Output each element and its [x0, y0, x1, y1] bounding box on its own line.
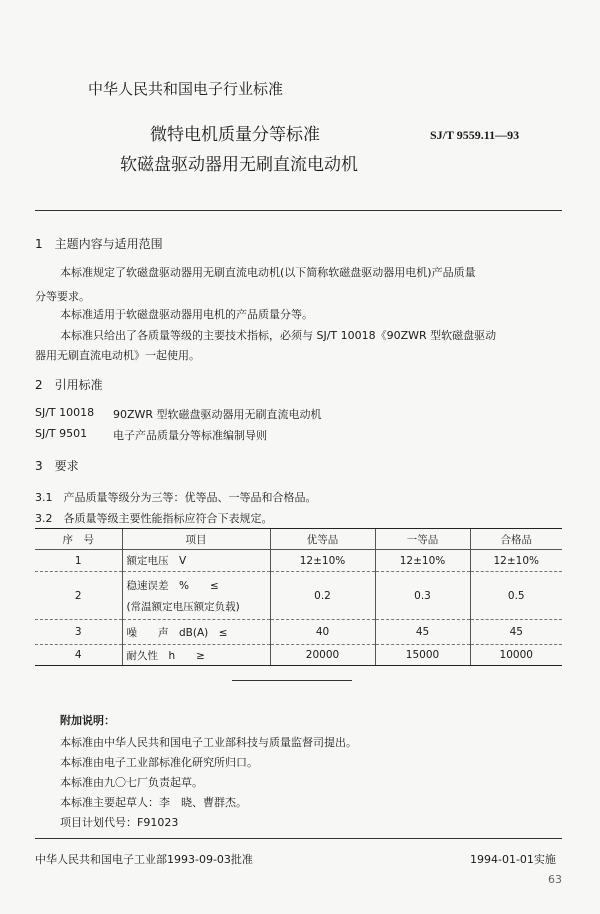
doc-title: 微特电机质量分等标准 [150, 125, 320, 145]
doc-subtitle: 软磁盘驱动器用无刷直流电动机 [120, 155, 358, 175]
col-header: 序 号 [35, 529, 122, 550]
cell: 40 [270, 620, 375, 645]
row-no: 4 [35, 645, 122, 666]
row-item-line: 稳速误差 % ≤ [126, 579, 219, 592]
doc-code: SJ/T 9559.11—93 [430, 128, 520, 142]
effective-date: 1994-01-01实施 [470, 853, 556, 866]
cell: 12±10% [270, 550, 375, 572]
paragraph: 本标准适用于软磁盘驱动器用电机的产品质量分等。 [60, 308, 313, 321]
cell: 12±10% [375, 550, 470, 572]
col-header: 优等品 [270, 529, 375, 550]
ref-title: 90ZWR 型软磁盘驱动器用无刷直流电动机 [113, 408, 322, 421]
row-item-line: (常温额定电压额定负载) [126, 600, 240, 613]
notes-title: 附加说明： [60, 714, 115, 727]
paragraph: 分等要求。 [35, 290, 90, 303]
cell: 45 [375, 620, 470, 645]
ref-title: 电子产品质量分等标准编制导则 [113, 429, 267, 442]
header-rule [35, 210, 562, 211]
row-no: 1 [35, 550, 122, 572]
note-line: 本标准主要起草人：李 晓、曹群杰。 [60, 796, 247, 809]
note-line: 项目计划代号：F91023 [60, 816, 179, 829]
cell: 10000 [470, 645, 562, 666]
row-item: 噪 声 dB(A) ≤ [122, 620, 270, 645]
cell: 15000 [375, 645, 470, 666]
paragraph: 器用无刷直流电动机》一起使用。 [35, 349, 200, 362]
cell: 0.2 [270, 572, 375, 620]
end-rule [232, 680, 352, 681]
table-row [35, 550, 562, 572]
col-header: 项目 [122, 529, 270, 550]
row-item [122, 572, 270, 620]
page-number: 63 [548, 873, 562, 886]
section-heading: 3 要求 [35, 459, 79, 473]
table-row [35, 645, 562, 666]
section-heading: 1 主题内容与适用范围 [35, 237, 163, 251]
col-header: 合格品 [470, 529, 562, 550]
paragraph: 本标准只给出了各质量等级的主要技术指标，必须与 SJ/T 10018《90ZWR 型软磁盘驱动 [60, 329, 497, 342]
cell: 0.3 [375, 572, 470, 620]
paragraph: 本标准规定了软磁盘驱动器用无刷直流电动机(以下简称软磁盘驱动器用电机)产品质量 [60, 266, 476, 279]
cell: 20000 [270, 645, 375, 666]
cell: 45 [470, 620, 562, 645]
approval-date: 中华人民共和国电子工业部1993-09-03批准 [35, 853, 253, 866]
section-heading: 2 引用标准 [35, 378, 103, 392]
row-item: 额定电压 V [122, 550, 270, 572]
note-line: 本标准由电子工业部标准化研究所归口。 [60, 756, 258, 769]
note-line: 本标准由九〇七厂负责起草。 [60, 776, 203, 789]
row-no: 2 [35, 572, 122, 620]
row-no: 3 [35, 620, 122, 645]
cell: 12±10% [470, 550, 562, 572]
note-line: 本标准由中华人民共和国电子工业部科技与质量监督司提出。 [60, 736, 357, 749]
footer-rule [35, 838, 562, 839]
row-item: 耐久性 h ≥ [122, 645, 270, 666]
clause: 3.2 各质量等级主要性能指标应符合下表规定。 [35, 512, 273, 525]
table-row [35, 572, 562, 620]
ref-code: SJ/T 10018 [35, 406, 95, 419]
grade-table [35, 528, 562, 666]
table-row [35, 620, 562, 645]
issuing-body: 中华人民共和国电子行业标准 [88, 80, 284, 98]
col-header: 一等品 [375, 529, 470, 550]
cell: 0.5 [470, 572, 562, 620]
clause: 3.1 产品质量等级分为三等：优等品、一等品和合格品。 [35, 491, 317, 504]
ref-code: SJ/T 9501 [35, 427, 88, 440]
